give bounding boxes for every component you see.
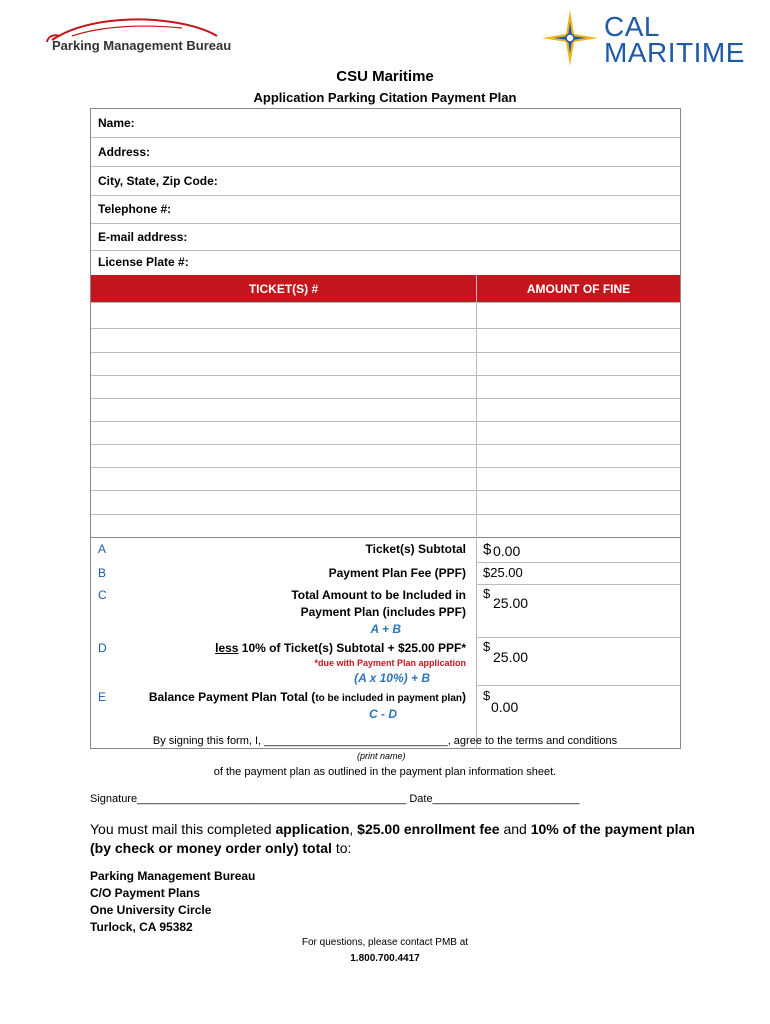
ticket-subtotal-label: Ticket(s) Subtotal	[365, 542, 466, 556]
down-payment-label	[215, 641, 466, 655]
application-form	[90, 108, 681, 749]
due-with-application-note: *due with Payment Plan application	[314, 658, 466, 668]
row-e-dollar-sign: $	[483, 688, 491, 703]
payment-plan-fee-label: Payment Plan Fee (PPF)	[328, 566, 466, 580]
page-subtitle: Application Parking Citation Payment Plan	[253, 90, 517, 105]
compass-star-icon	[540, 8, 600, 68]
address-line-2: C/O Payment Plans	[90, 886, 201, 900]
down-payment-label-text: 10% of Ticket(s) Subtotal + $25.00 PPF*	[238, 641, 466, 655]
total-included-label-2: Payment Plan (includes PPF)	[300, 605, 466, 619]
row-d-dollar-sign: $	[483, 639, 491, 654]
name-field[interactable]: Name:	[91, 109, 680, 138]
mail-text-3: and	[499, 821, 531, 837]
row-b-letter: B	[98, 566, 107, 580]
address-line-3: One University Circle	[90, 903, 212, 917]
formula-a-times-10-plus-b: (A x 10%) + B	[354, 671, 430, 685]
ticket-table-header	[91, 275, 680, 302]
row-c-letter: C	[98, 588, 107, 602]
telephone-field[interactable]: Telephone #:	[91, 196, 680, 224]
balance-total-label-text: Balance Payment Plan Total (	[148, 690, 316, 704]
agreement-line-2: of the payment plan as outlined in the payment plan information sheet.	[213, 766, 557, 778]
license-plate-field[interactable]: License Plate #:	[98, 255, 189, 269]
formula-c-minus-d: C - D	[369, 707, 397, 721]
pmb-logo-text: Parking Management Bureau	[52, 38, 232, 53]
signature-date-line[interactable]: Signature____________________________________________ Date________________________	[90, 793, 580, 805]
balance-total-label-note: to be included in payment plan	[315, 693, 462, 704]
row-d-letter: D	[98, 641, 107, 655]
payment-plan-fee-value: $25.00	[483, 565, 523, 580]
page-title: CSU Maritime	[336, 68, 434, 85]
address-line-4: Turlock, CA 95382	[90, 920, 193, 934]
amount-rows[interactable]	[477, 302, 680, 537]
amount-column-header: AMOUNT OF FINE	[526, 282, 631, 296]
cal-maritime-logo	[540, 8, 745, 68]
total-included-value[interactable]: 25.00	[493, 595, 529, 611]
address-field[interactable]: Address:	[91, 138, 680, 167]
balance-total-value[interactable]: 0.00	[491, 699, 519, 715]
mail-instructions	[90, 820, 710, 858]
balance-total-label	[149, 690, 466, 704]
agreement-line-1: By signing this form, I, ______________________________, agree to the terms and conditions	[152, 735, 618, 747]
contact-text: For questions, please contact PMB at	[301, 937, 469, 948]
down-payment-value[interactable]: 25.00	[493, 649, 529, 665]
maritime-word: MARITIME	[604, 37, 745, 68]
formula-a-plus-b: A + B	[370, 622, 401, 636]
email-field[interactable]: E-mail address:	[91, 224, 680, 251]
mail-bold-percent: 10% of the payment plan (by check or money order only) total	[90, 821, 695, 856]
mail-text-4: to:	[331, 840, 352, 856]
mail-text-1: You must mail this completed	[90, 821, 276, 837]
print-name-caption: (print name)	[357, 751, 406, 761]
mail-bold-application: application	[275, 821, 350, 837]
total-included-label-1: Total Amount to be Included in	[291, 588, 466, 602]
mail-bold-fee: $25.00 enrollment fee	[357, 821, 500, 837]
ticket-column-header: TICKET(S) #	[248, 282, 319, 296]
contact-phone: 1.800.700.4417	[350, 953, 420, 964]
balance-total-label-end: )	[462, 690, 466, 704]
row-e-letter: E	[98, 690, 107, 704]
city-state-zip-field[interactable]: City, State, Zip Code:	[91, 167, 680, 196]
ticket-subtotal-value[interactable]: 0.00	[493, 543, 521, 559]
address-line-1: Parking Management Bureau	[90, 869, 256, 883]
mailing-address	[90, 868, 255, 936]
less-word: less	[215, 641, 239, 655]
cal-word: CAL	[604, 11, 660, 42]
mail-text-2: ,	[349, 821, 358, 837]
row-c-dollar-sign: $	[483, 586, 491, 601]
row-a-letter: A	[98, 542, 107, 556]
row-a-dollar-sign: $	[483, 541, 492, 558]
ticket-rows[interactable]	[91, 302, 476, 537]
